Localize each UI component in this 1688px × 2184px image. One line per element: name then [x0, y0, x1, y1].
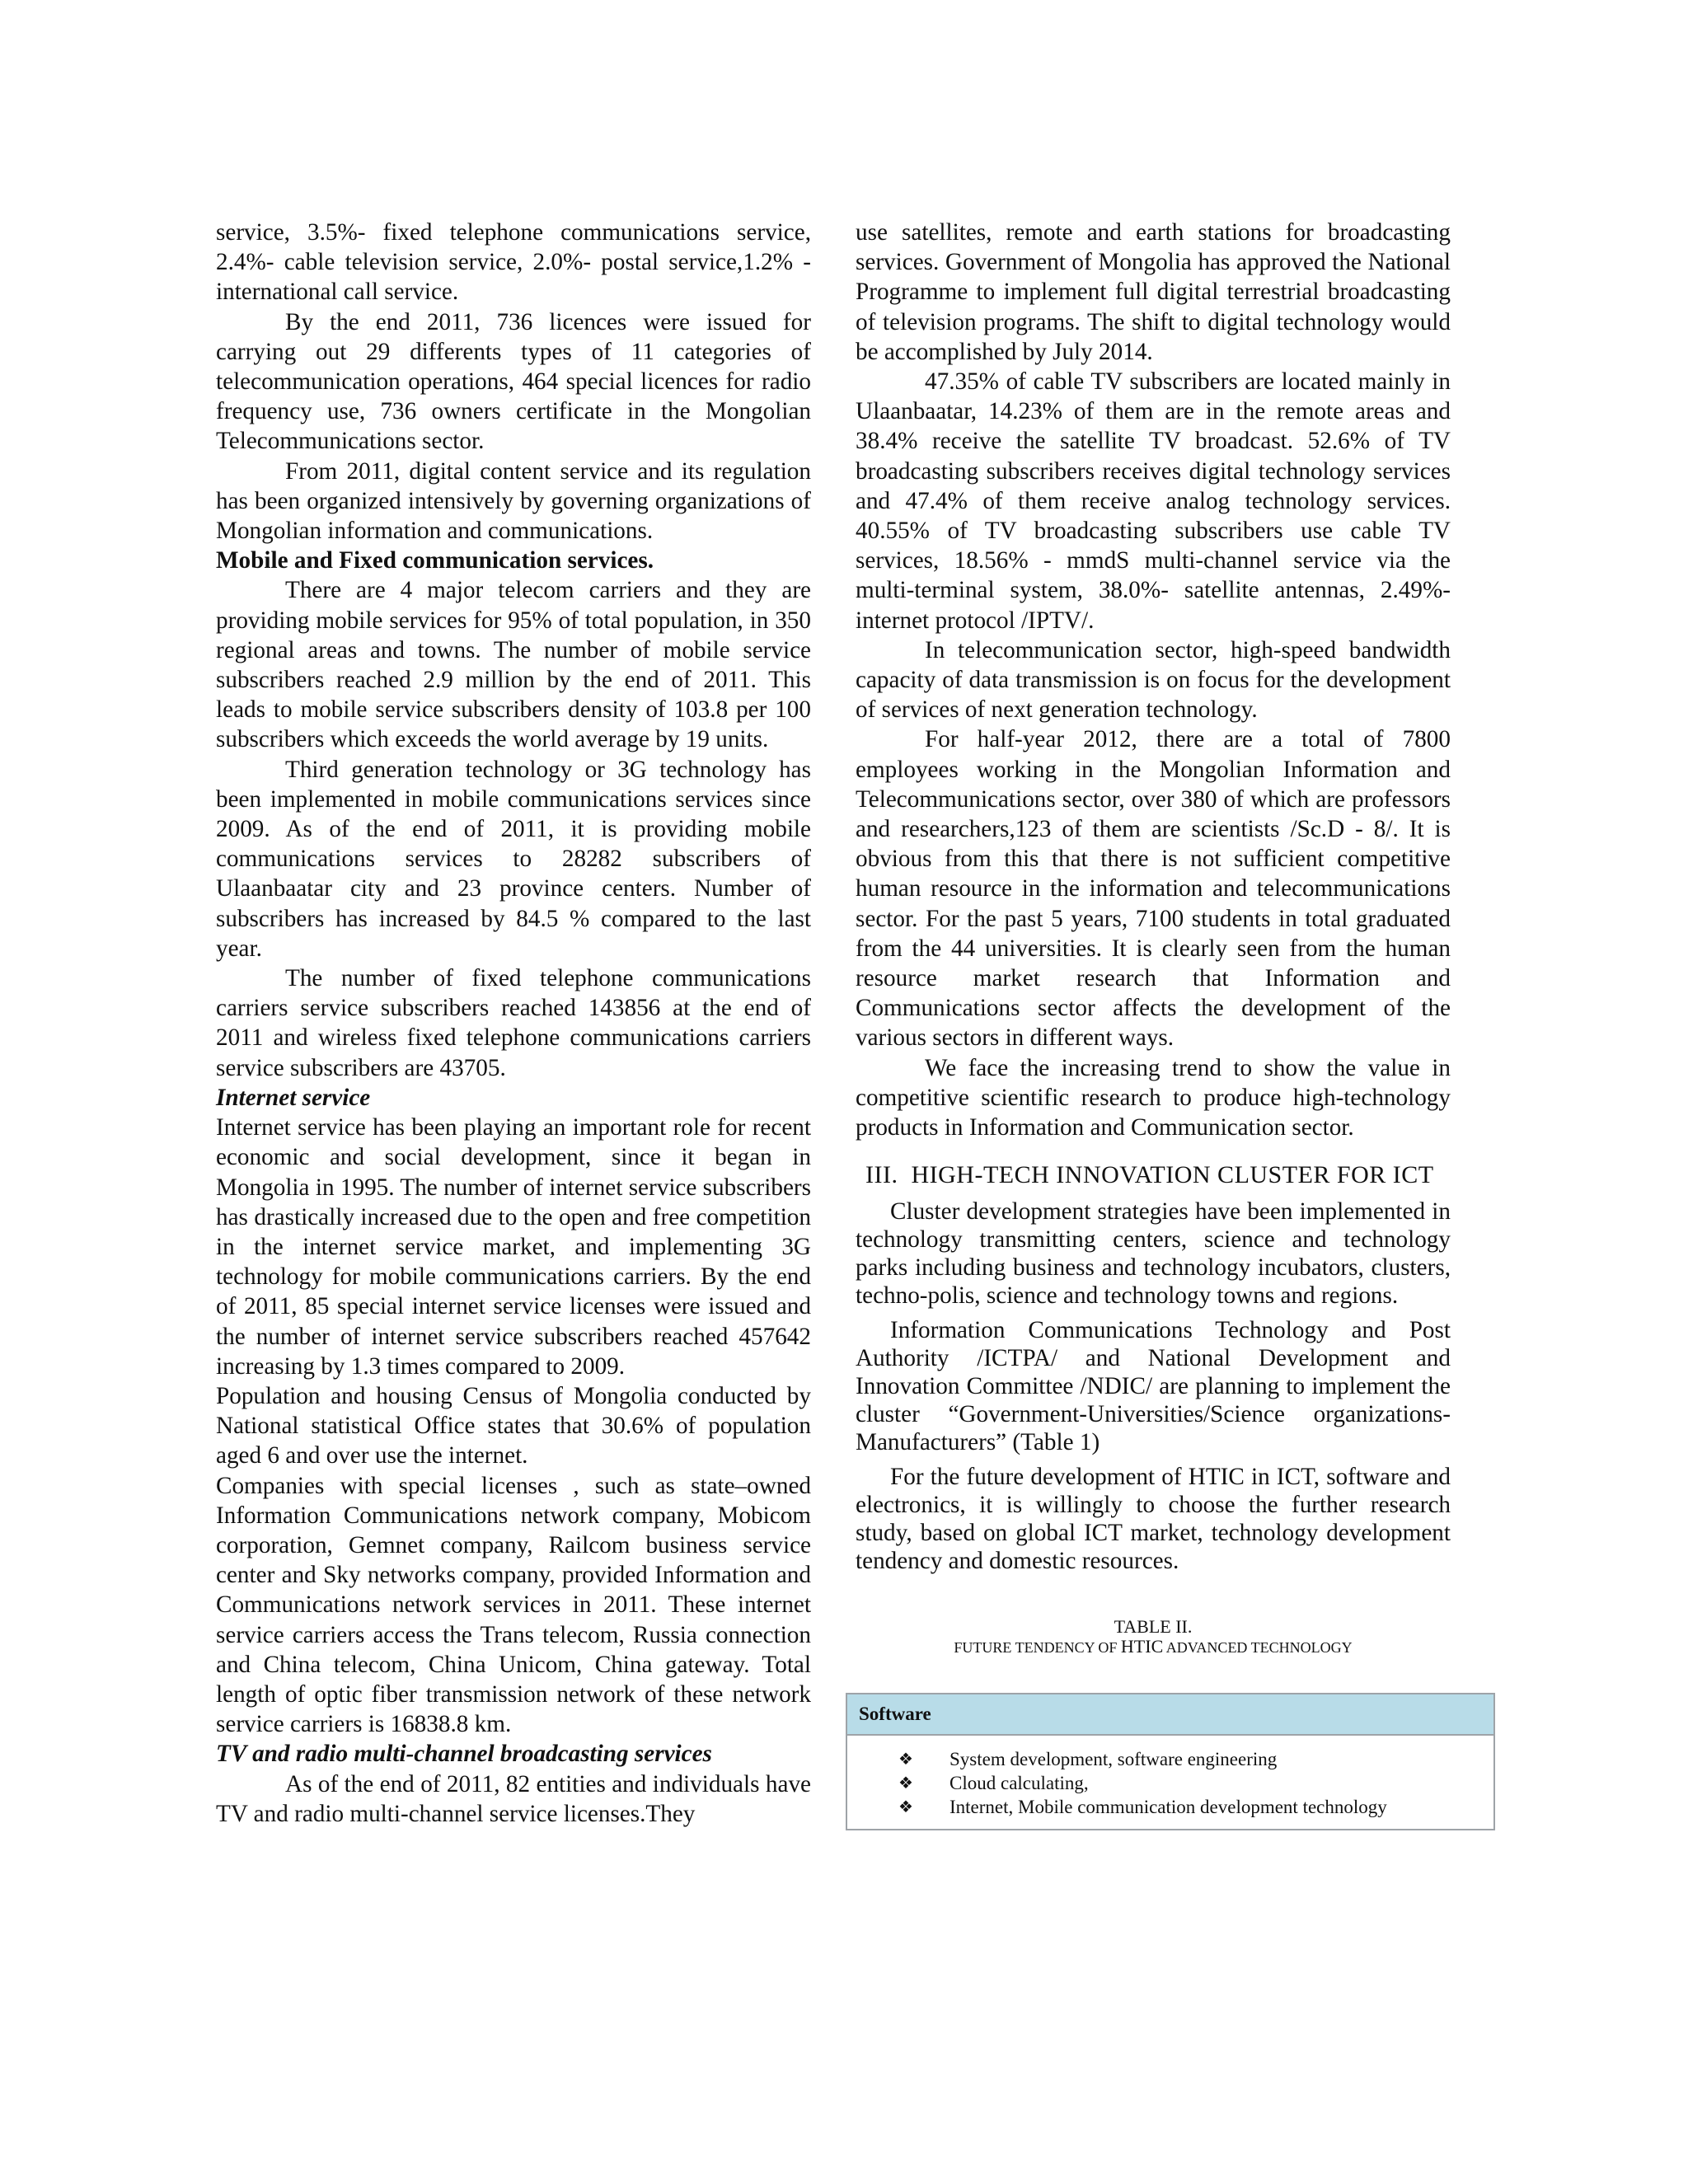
list-item	[859, 1795, 1482, 1819]
table-caption-suffix: ADVANCED TECHNOLOGY	[1163, 1638, 1353, 1656]
list-item-text: System development, software engineering	[950, 1748, 1278, 1769]
subsection-heading-internet: Internet service	[216, 1084, 371, 1111]
list-item-text: Cloud calculating,	[950, 1772, 1089, 1793]
section-title: HIGH-TECH INNOVATION CLUSTER FOR ICT	[911, 1161, 1434, 1189]
paragraph: For the future development of HTIC in ICT, software and electronics, it is willingly to choose the further research study, based on global ICT market, technology development tendency and domestic resources.	[856, 1463, 1451, 1574]
list-item-text: Internet, Mobile communication development technology	[950, 1796, 1387, 1817]
table-body	[847, 1736, 1493, 1829]
table-header: Software	[847, 1694, 1493, 1736]
section-heading	[856, 1160, 1451, 1190]
paragraph: For half-year 2012, there are a total of 7800 employees working in the Mongolian Information and Telecommunications sector, over 380 of which are professors and researchers,123 of them are scientists /Sc.D - 8/. It is obvious from this that there is not sufficient competitive human resource in the information and telecommunications sector. For the past 5 years, 7100 students in total graduated from the 44 universities. It is clearly seen from the human resource market research that Information and Communications sector affects the development of the various sectors in different ways.	[856, 726, 1451, 1052]
table-label: TABLE II.	[1114, 1615, 1193, 1637]
paragraph: Cluster development strategies have been implemented in technology transmitting centers, science and technology parks including business and technology incubators, clusters, techno-polis, science and technology towns and regions.	[856, 1197, 1451, 1309]
paragraph: Population and housing Census of Mongolia conducted by National statistical Office states that 30.6% of population aged 6 and over use the internet.	[216, 1382, 811, 1469]
list-item	[859, 1771, 1482, 1795]
diamond-bullet-icon: ❖	[898, 1772, 913, 1793]
paragraph: service, 3.5%- fixed telephone communications service, 2.4%- cable television service, 2.0%- postal service,1.2% - international call service.	[216, 219, 811, 306]
paragraph: In telecommunication sector, high-speed bandwidth capacity of data transmission is on focus for the development of services of next generation technology.	[856, 636, 1451, 724]
paragraph: As of the end of 2011, 82 entities and individuals have TV and radio multi-channel service licenses.They	[216, 1770, 811, 1827]
diamond-bullet-icon: ❖	[898, 1796, 913, 1816]
paragraph: 47.35% of cable TV subscribers are located mainly in Ulaanbaatar, 14.23% of them are in the remote areas and 38.4% receive the satellite TV broadcast. 52.6% of TV broadcasting subscribers receives digital technology services and 47.4% of them receive analog technology services. 40.55% of TV broadcasting subscribers use cable TV services, 18.56% - mmdS multi-channel service via the multi-terminal system, 38.0%- satellite antennas, 2.49%-internet protocol /IPTV/.	[856, 368, 1451, 634]
table-caption-acronym: HTIC	[1120, 1635, 1164, 1657]
right-column	[856, 218, 1451, 1830]
paragraph: Companies with special licenses , such as state–owned Information Communications network company, Mobicom corporation, Gemnet company, Railcom business service center and Sky networks company, provided Information and Communications network services in 2011. These internet service carriers access the Trans telecom, Russia connection and China telecom, China Unicom, China gateway. Total length of optic fiber transmission network of these network service carriers is 16838.8 km.	[216, 1472, 811, 1738]
paragraph: Information Communications Technology and Post Authority /ICTPA/ and National Development and Innovation Committee /NDIC/ are planning to implement the cluster “Government-Universities/Science organizations-Manufacturers” (Table 1)	[856, 1316, 1451, 1455]
section-number: III.	[865, 1161, 898, 1189]
diamond-bullet-icon: ❖	[898, 1748, 913, 1769]
list-item	[859, 1747, 1482, 1771]
paragraph: Internet service has been playing an important role for recent economic and social development, since it began in Mongolia in 1995. The number of internet service subscribers has drastically increased due to the open and free competition in the internet service market, and implementing 3G technology for mobile communications carriers. By the end of 2011, 85 special internet service licenses were issued and the number of internet service subscribers reached 457642 increasing by 1.3 times compared to 2009.	[216, 1114, 811, 1380]
paragraph: There are 4 major telecom carriers and they are providing mobile services for 95% of total population, in 350 regional areas and towns. The number of mobile service subscribers reached 2.9 million by the end of 2011. This leads to mobile service subscribers density of 103.8 per 100 subscribers which exceeds the world average by 19 units.	[216, 577, 811, 753]
left-column	[216, 218, 811, 1829]
paragraph: From 2011, digital content service and its regulation has been organized intensively by governing organizations of Mongolian information and communications.	[216, 457, 811, 545]
paragraph: We face the increasing trend to show the value in competitive scientific research to produce high-technology products in Information and Communication sector.	[856, 1054, 1451, 1141]
paragraph: use satellites, remote and earth stations for broadcasting services. Government of Mongolia has approved the National Programme to implement full digital terrestrial broadcasting of television programs. The shift to digital technology would be accomplished by July 2014.	[856, 219, 1451, 365]
subsection-heading-mobile: Mobile and Fixed communication services.	[216, 547, 654, 574]
technology-table	[846, 1693, 1495, 1830]
paragraph: By the end 2011, 736 licences were issued for carrying out 29 differents types of 11 categories of telecommunication operations, 464 special licences for radio frequency use, 736 owners certificate in the Mongolian Telecommunications sector.	[216, 308, 811, 455]
table-caption	[856, 1635, 1451, 1657]
paragraph: The number of fixed telephone communications carriers service subscribers reached 143856 at the end of 2011 and wireless fixed telephone communications carriers service subscribers are 43705.	[216, 965, 811, 1081]
table-caption-prefix: FUTURE TENDENCY OF	[954, 1638, 1121, 1656]
subsection-heading-tv: TV and radio multi-channel broadcasting services	[216, 1741, 712, 1768]
paragraph: Third generation technology or 3G technology has been implemented in mobile communications services since 2009. As of the end of 2011, it is providing mobile communications services to 28282 subscribers of Ulaanbaatar city and 23 province centers. Number of subscribers has increased by 84.5 % compared to the last year.	[216, 756, 811, 962]
